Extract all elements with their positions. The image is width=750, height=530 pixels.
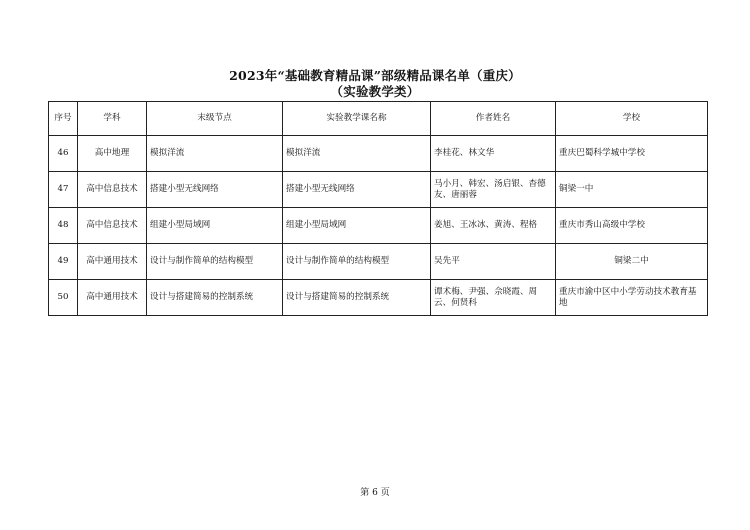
cell-index: 46	[49, 136, 78, 172]
course-table	[48, 101, 708, 316]
table-header-row	[49, 102, 708, 136]
cell-course: 设计与搭建简易的控制系统	[283, 280, 431, 316]
cell-subject: 高中信息技术	[78, 208, 147, 244]
header-subject: 学科	[78, 102, 147, 136]
header-course: 实验教学课名称	[283, 102, 431, 136]
page-number: 第 6 页	[360, 488, 390, 498]
cell-authors: 吴先平	[431, 244, 556, 280]
cell-school: 重庆市秀山高级中学校	[556, 208, 708, 244]
cell-course: 搭建小型无线网络	[283, 172, 431, 208]
cell-authors: 李桂花、林文华	[431, 136, 556, 172]
cell-subject: 高中地理	[78, 136, 147, 172]
cell-index: 50	[49, 280, 78, 316]
cell-subject: 高中通用技术	[78, 244, 147, 280]
cell-node: 模拟洋流	[147, 136, 283, 172]
header-node: 末级节点	[147, 102, 283, 136]
table-row	[49, 280, 708, 316]
cell-subject: 高中信息技术	[78, 172, 147, 208]
document-subtitle: （实验教学类）	[330, 84, 420, 99]
cell-school: 铜梁二中	[556, 244, 708, 280]
header-authors: 作者姓名	[431, 102, 556, 136]
cell-node: 组建小型局域网	[147, 208, 283, 244]
cell-index: 48	[49, 208, 78, 244]
table-row	[49, 208, 708, 244]
cell-authors: 谭术梅、尹强、佘晓霞、周云、何贤科	[431, 280, 556, 316]
table-row	[49, 244, 708, 280]
table-row	[49, 136, 708, 172]
cell-school: 重庆巴蜀科学城中学校	[556, 136, 708, 172]
cell-course: 设计与制作简单的结构模型	[283, 244, 431, 280]
cell-node: 设计与搭建简易的控制系统	[147, 280, 283, 316]
cell-index: 49	[49, 244, 78, 280]
cell-node: 设计与制作简单的结构模型	[147, 244, 283, 280]
cell-authors: 马小月、韩宏、汤启银、杳德友、唐丽蓉	[431, 172, 556, 208]
cell-school: 重庆市渝中区中小学劳动技术教育基地	[556, 280, 708, 316]
document-title: 2023年“基础教育精品课”部级精品课名单（重庆）	[229, 68, 521, 83]
cell-node: 搭建小型无线网络	[147, 172, 283, 208]
cell-authors: 姜旭、王冰冰、黄涛、程格	[431, 208, 556, 244]
cell-index: 47	[49, 172, 78, 208]
cell-course: 组建小型局域网	[283, 208, 431, 244]
table-row	[49, 172, 708, 208]
header-index: 序号	[49, 102, 78, 136]
cell-subject: 高中通用技术	[78, 280, 147, 316]
cell-school: 铜梁一中	[556, 172, 708, 208]
cell-course: 模拟洋流	[283, 136, 431, 172]
header-school: 学校	[556, 102, 708, 136]
